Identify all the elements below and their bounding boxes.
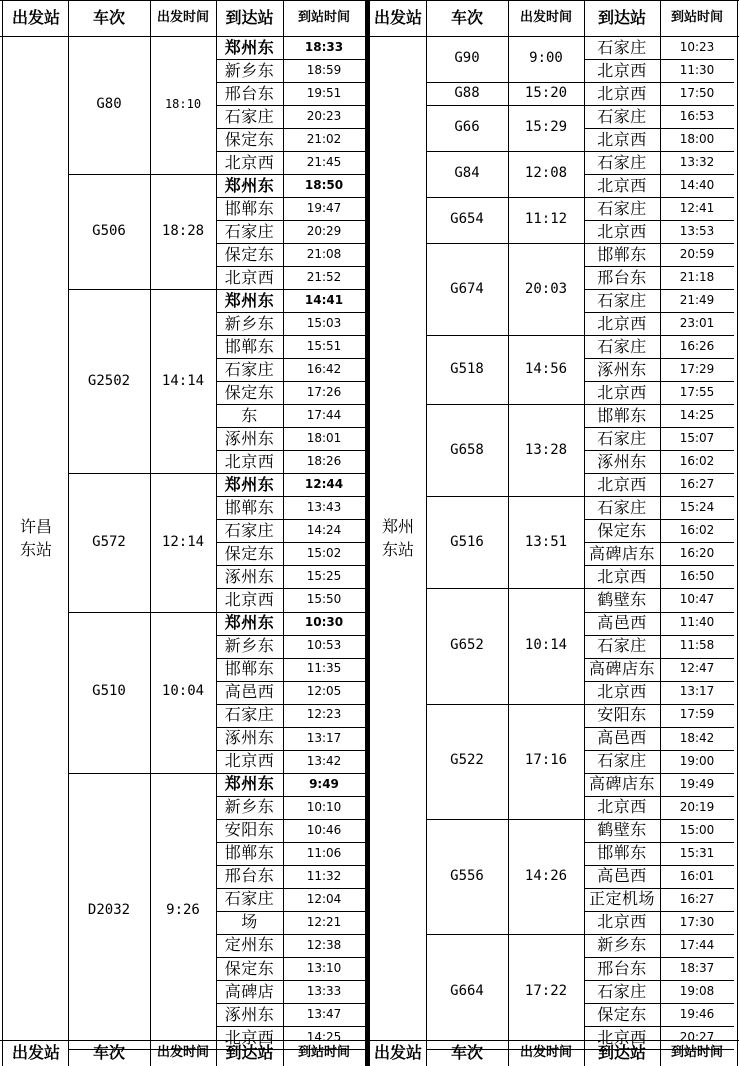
right-arrival-station: 北京西 [597,83,647,103]
right-arrival-station: 北京西 [597,129,647,149]
left-arrival-time: 21:02 [306,131,342,146]
left-arrival-station: 石家庄 [224,106,275,126]
left-arrival-time: 12:05 [306,684,342,699]
left-train-number: G510 [92,683,126,700]
right-arrival-station: 正定机场 [588,889,655,909]
left-arrival-time: 20:29 [306,224,342,239]
right-arrival-time: 10:23 [679,39,715,54]
left-arrival-station: 保定东 [224,244,275,264]
left-arrival-time: 15:02 [306,546,342,561]
right-train-number: G654 [450,211,484,228]
left-arrival-time: 10:10 [306,799,342,814]
left-arrival-station: 邯郸东 [224,498,275,518]
left-arrival-station: 保定东 [224,958,275,978]
right-arrival-time: 18:37 [679,960,715,975]
right-arrival-station: 鹤壁东 [597,590,647,610]
right-arrival-time: 16:53 [679,108,715,123]
left-departure-time: 10:04 [161,683,205,700]
right-train-number: G84 [454,165,480,182]
right-departure-time: 17:16 [524,752,568,769]
left-top-header-1: 车次 [92,8,125,28]
right-arrival-time: 17:44 [679,937,715,952]
right-arrival-station: 高碑店东 [588,774,655,794]
left-departure-time: 14:14 [161,372,205,389]
right-departure-time: 13:28 [524,441,568,458]
left-arrival-time: 21:08 [306,247,342,262]
right-train-number: G664 [450,982,484,999]
right-arrival-station: 涿州东 [597,359,647,379]
left-arrival-time: 13:42 [306,753,342,768]
left-arrival-time: 14:25 [306,1029,342,1044]
right-arrival-time: 16:02 [679,454,715,469]
right-arrival-time: 17:30 [679,914,715,929]
right-arrival-station: 石家庄 [597,981,647,1001]
left-arrival-time: 15:03 [306,316,342,331]
right-arrival-time: 18:00 [679,131,715,146]
left-departure-time: 18:28 [161,222,205,239]
right-train-number: G556 [450,867,484,884]
right-train-number: G516 [450,533,484,550]
left-border [2,0,3,1066]
right-departure-time: 11:12 [524,211,568,228]
left-departure-station: 许昌东站 [19,516,52,559]
left-arrival-time: 13:17 [306,730,342,745]
right-arrival-station: 北京西 [597,797,647,817]
right-arrival-station: 北京西 [597,475,647,495]
left-arrival-station: 郑州东 [224,37,275,57]
right-arrival-station: 新乡东 [597,935,647,955]
left-arrival-time: 15:50 [306,592,342,607]
right-arrival-station: 北京西 [597,175,647,195]
right-departure-station: 郑州东站 [381,516,414,559]
right-arrival-time: 13:17 [679,684,715,699]
right-arrival-time: 16:20 [679,546,715,561]
left-arrival-station: 新乡东 [224,313,275,333]
right-bottom-header-4: 到站时间 [670,1044,723,1060]
right-arrival-station: 北京西 [597,221,647,241]
right-arrival-station: 北京西 [597,313,647,333]
left-arrival-station: 高碑店 [224,981,275,1001]
right-arrival-station: 高碑店东 [588,659,655,679]
right-arrival-time: 11:58 [679,638,715,653]
right-departure-time: 10:14 [524,637,568,654]
left-arrival-time: 11:32 [306,868,342,883]
right-arrival-station: 邯郸东 [597,406,647,426]
left-arrival-station: 邯郸东 [224,198,275,218]
right-arrival-time: 16:27 [679,891,715,906]
left-train-number: G572 [92,533,126,550]
right-arrival-station: 保定东 [597,1004,647,1024]
right-bottom-header-1: 车次 [450,1043,483,1063]
left-train-number: G80 [96,96,122,113]
right-departure-time: 20:03 [524,280,568,297]
left-arrival-station: 北京西 [224,751,275,771]
right-departure-time: 15:20 [524,84,568,101]
right-top-header-3: 到达站 [597,8,646,28]
right-arrival-time: 20:27 [679,1029,715,1044]
right-train-number: G522 [450,752,484,769]
left-arrival-station: 郑州东 [224,175,275,195]
right-arrival-station: 涿州东 [597,452,647,472]
left-arrival-time: 10:46 [306,822,342,837]
right-arrival-station: 北京西 [597,682,647,702]
right-bottom-header-3: 到达站 [597,1043,646,1063]
left-arrival-station: 北京西 [224,1027,275,1047]
right-arrival-time: 17:50 [679,85,715,100]
right-arrival-time: 12:47 [679,661,715,676]
left-arrival-time: 12:23 [306,707,342,722]
left-arrival-station: 保定东 [224,129,275,149]
right-arrival-station: 石家庄 [597,106,647,126]
right-arrival-station: 邢台东 [597,267,647,287]
right-arrival-station: 邯郸东 [597,244,647,264]
left-top-header-0: 出发站 [11,8,60,28]
right-arrival-station: 高邑西 [597,866,647,886]
right-arrival-station: 北京西 [597,1027,647,1047]
left-train-number: G2502 [87,372,131,389]
left-arrival-station: 邢台东 [224,866,275,886]
left-arrival-time: 17:26 [306,385,342,400]
left-arrival-time: 10:30 [304,615,344,630]
right-arrival-time: 13:32 [679,155,715,169]
right-arrival-station: 北京西 [597,60,647,80]
right-arrival-time: 15:31 [679,845,715,860]
left-bottom-header-0: 出发站 [11,1043,60,1063]
right-departure-time: 13:51 [524,533,568,550]
left-arrival-station: 保定东 [224,383,275,402]
right-train-number: G658 [450,441,484,458]
left-arrival-time: 16:42 [306,362,342,377]
left-arrival-time: 13:10 [306,960,342,975]
left-arrival-time: 12:04 [306,891,342,906]
right-arrival-time: 23:01 [679,316,715,331]
left-arrival-station: 场 [241,912,258,932]
left-arrival-station: 安阳东 [224,820,275,840]
left-arrival-time: 21:45 [306,155,342,169]
left-arrival-station: 石家庄 [224,705,275,725]
right-arrival-station: 鹤壁东 [597,820,647,840]
right-arrival-station: 高邑西 [597,728,647,748]
right-arrival-time: 16:50 [679,569,715,584]
right-arrival-station: 石家庄 [597,290,647,310]
right-departure-time: 14:56 [524,361,568,378]
right-top-header-1: 车次 [450,8,483,28]
right-arrival-time: 17:59 [679,707,715,722]
left-top-header-4: 到站时间 [297,9,350,25]
left-bottom-header-2: 出发时间 [156,1044,209,1060]
right-arrival-station: 保定东 [597,521,647,541]
right-departure-time: 12:08 [524,165,568,182]
right-arrival-time: 15:07 [679,431,715,446]
left-arrival-time: 14:41 [304,293,344,308]
left-arrival-station: 邯郸东 [224,659,275,679]
right-arrival-time: 21:18 [679,270,715,285]
left-arrival-station: 郑州东 [224,774,275,794]
left-arrival-time: 12:44 [304,477,344,492]
right-arrival-station: 北京西 [597,383,647,402]
right-bottom-header-2: 出发时间 [519,1044,572,1060]
right-train-number: G66 [454,119,480,136]
left-arrival-station: 保定东 [224,544,275,564]
right-arrival-station: 高邑西 [597,613,647,633]
left-bottom-header-3: 到达站 [225,1043,274,1063]
left-arrival-station: 郑州东 [224,475,275,495]
right-top-header-4: 到站时间 [670,9,723,25]
right-departure-time: 14:26 [524,867,568,884]
left-arrival-station: 郑州东 [224,290,275,310]
right-top-header-2: 出发时间 [519,9,572,25]
left-arrival-time: 19:51 [306,85,342,100]
left-arrival-station: 涿州东 [224,567,275,587]
right-arrival-time: 19:08 [679,983,715,998]
left-arrival-time: 18:33 [304,39,344,54]
left-arrival-time: 19:47 [306,201,342,216]
left-train-number: G506 [92,222,126,239]
right-departure-time: 9:00 [529,50,563,67]
left-arrival-time: 13:47 [306,1006,342,1021]
right-arrival-time: 10:47 [679,592,715,607]
right-arrival-station: 石家庄 [597,198,647,218]
right-arrival-time: 20:19 [679,799,715,814]
left-arrival-station: 邯郸东 [224,843,275,863]
left-arrival-time: 15:51 [306,339,342,354]
left-arrival-time: 18:01 [306,431,342,446]
left-arrival-time: 13:43 [306,500,342,515]
left-arrival-time: 12:21 [306,914,342,929]
right-arrival-station: 石家庄 [597,751,647,771]
left-arrival-time: 17:44 [306,408,342,423]
left-arrival-time: 11:06 [306,845,342,860]
right-arrival-time: 17:29 [679,362,715,377]
right-arrival-time: 15:24 [679,500,715,515]
left-arrival-station: 邢台东 [224,83,275,103]
left-arrival-station: 石家庄 [224,889,275,909]
left-arrival-time: 18:26 [306,454,342,469]
right-arrival-time: 19:00 [679,753,715,768]
right-arrival-station: 北京西 [597,567,647,587]
left-arrival-station: 涿州东 [224,1004,275,1024]
group-rule [426,1049,734,1050]
right-arrival-time: 14:40 [679,178,715,193]
right-arrival-time: 17:55 [679,385,715,400]
left-arrival-station: 北京西 [224,152,275,172]
right-train-number: G88 [454,84,480,101]
right-arrival-station: 邢台东 [597,958,647,978]
right-arrival-time: 12:41 [679,201,715,216]
right-arrival-time: 20:59 [679,247,715,262]
right-arrival-time: 19:46 [679,1006,715,1021]
right-departure-time: 15:29 [524,119,568,136]
left-arrival-station: 新乡东 [224,60,275,80]
left-bottom-header-4: 到站时间 [297,1044,350,1060]
right-arrival-station: 石家庄 [597,429,647,449]
left-arrival-station: 定州东 [224,935,275,955]
right-arrival-station: 石家庄 [597,336,647,356]
left-train-number: D2032 [87,902,131,919]
right-arrival-time: 13:53 [679,224,715,239]
left-arrival-station: 涿州东 [224,728,275,748]
left-departure-time: 9:26 [166,902,200,919]
left-arrival-station: 北京西 [224,590,275,610]
right-arrival-station: 高碑店东 [588,544,655,564]
left-arrival-station: 石家庄 [224,521,275,541]
left-top-header-3: 到达站 [225,8,274,28]
left-arrival-station: 北京西 [224,452,275,472]
left-arrival-station: 石家庄 [224,221,275,241]
left-arrival-time: 10:53 [306,638,342,653]
left-arrival-time: 12:38 [306,937,342,952]
right-train-number: G674 [450,280,484,297]
right-arrival-time: 11:40 [679,615,715,630]
left-arrival-time: 18:59 [306,62,342,77]
left-arrival-station: 邯郸东 [224,336,275,356]
right-arrival-time: 16:26 [679,339,715,354]
left-top-header-2: 出发时间 [156,9,209,25]
right-arrival-station: 石家庄 [597,498,647,518]
right-train-number: G90 [454,50,480,67]
left-arrival-station: 新乡东 [224,797,275,817]
left-arrival-time: 15:25 [306,569,342,584]
right-arrival-time: 21:49 [679,293,715,308]
left-arrival-station: 郑州东 [224,613,275,633]
right-border [737,0,738,1066]
right-top-header-0: 出发站 [373,8,422,28]
group-rule [68,1049,365,1050]
right-bottom-header-0: 出发站 [373,1043,422,1063]
right-arrival-time: 15:00 [679,822,715,837]
left-arrival-time: 21:52 [306,270,342,285]
left-arrival-station: 北京西 [224,267,275,287]
left-bottom-header-1: 车次 [92,1043,125,1063]
right-arrival-station: 安阳东 [597,705,647,725]
right-arrival-time: 19:49 [679,776,715,791]
right-arrival-time: 16:01 [679,868,715,883]
right-arrival-station: 石家庄 [597,152,647,172]
left-arrival-station: 涿州东 [224,429,275,449]
left-arrival-time: 11:35 [306,661,342,676]
left-arrival-time: 18:50 [304,178,344,193]
right-train-number: G652 [450,637,484,654]
left-arrival-station: 高邑西 [224,682,275,702]
right-arrival-time: 14:25 [679,408,715,423]
right-arrival-station: 邯郸东 [597,843,647,863]
right-arrival-station: 北京西 [597,912,647,932]
left-arrival-time: 14:24 [306,523,342,538]
left-departure-time: 12:14 [161,533,205,550]
right-arrival-station: 石家庄 [597,37,647,57]
right-arrival-station: 石家庄 [597,636,647,656]
left-departure-time: 18:10 [164,97,202,112]
left-arrival-time: 13:33 [306,983,342,998]
left-arrival-time: 9:49 [309,776,339,791]
left-arrival-station: 新乡东 [224,636,275,656]
right-train-number: G518 [450,361,484,378]
left-arrival-station: 东 [241,406,258,426]
right-arrival-time: 16:27 [679,477,715,492]
right-departure-time: 17:22 [524,982,568,999]
right-arrival-time: 11:30 [679,62,715,77]
left-arrival-time: 20:23 [306,108,342,123]
right-arrival-time: 16:02 [679,523,715,538]
left-arrival-station: 石家庄 [224,359,275,379]
right-arrival-time: 18:42 [679,730,715,745]
